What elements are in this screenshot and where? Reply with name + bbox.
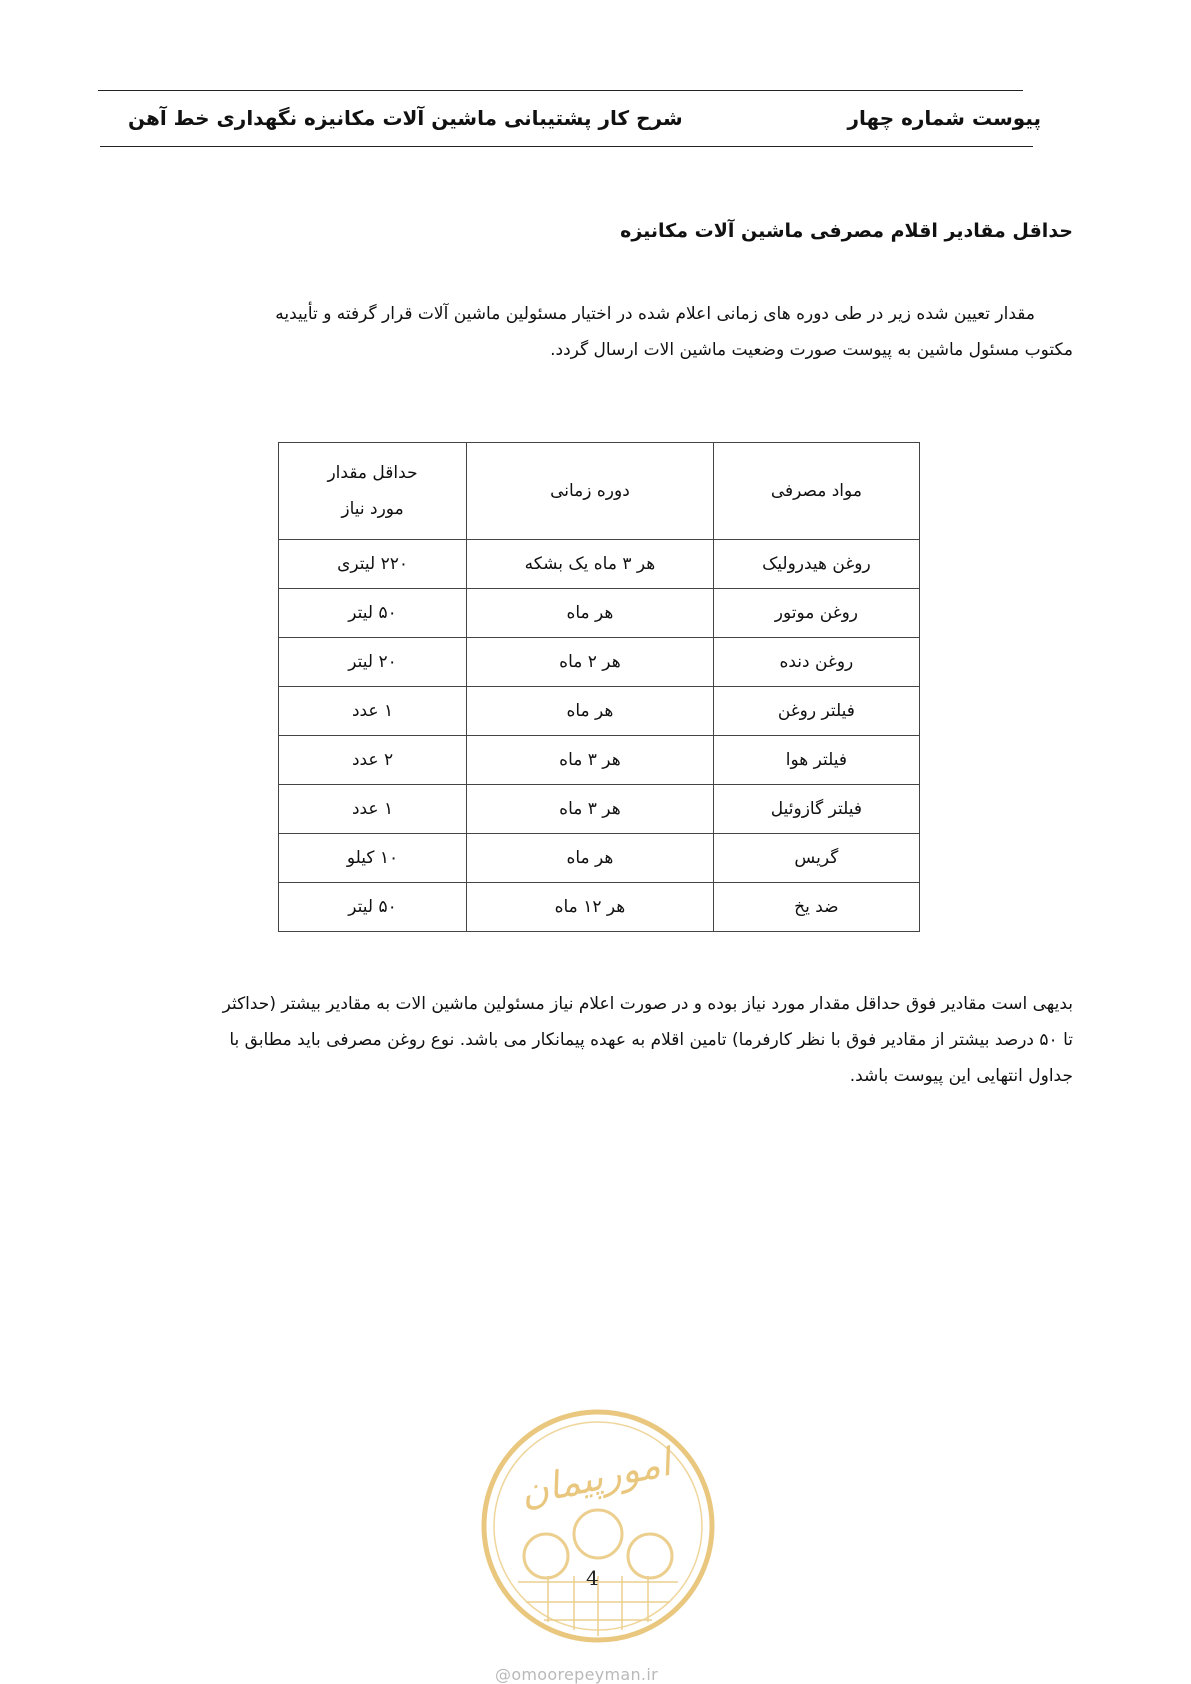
note-line-1: بدیهی است مقادیر فوق حداقل مقدار مورد نیاز بوده و در صورت اعلام نیاز مسئولین ماشین الات به مقادیر بیشتر (حداکثر: [222, 994, 1073, 1014]
quantity-cell: ۲۲۰ لیتری: [279, 540, 467, 589]
table-row: [279, 589, 920, 638]
period-cell: هر ماه: [467, 589, 714, 638]
table-row: [279, 785, 920, 834]
quantity-cell: ۱۰ کیلو: [279, 834, 467, 883]
intro-line-1: مقدار تعیین شده زیر در طی دوره های زمانی اعلام شده در اختیار مسئولین ماشین آلات قرار گرفته و تأییدیه: [275, 304, 1035, 324]
section-heading: حداقل مقادیر اقلام مصرفی ماشین آلات مکانیزه: [620, 220, 1073, 242]
intro-line-2: مکتوب مسئول ماشین به پیوست صورت وضعیت ماشین الات ارسال گردد.: [550, 340, 1073, 360]
watermark-stamp-icon: [478, 1406, 718, 1646]
header-quantity-line-1: حداقل مقدار: [327, 463, 418, 483]
material-cell: ضد یخ: [713, 883, 919, 932]
period-cell: هر ۳ ماه: [467, 736, 714, 785]
table-row: [279, 638, 920, 687]
website-watermark: [495, 1665, 658, 1684]
website-text: omoorepeyman.ir: [511, 1665, 658, 1684]
header-quantity-line-2: مورد نیاز: [341, 499, 404, 519]
note-paragraph: [118, 986, 1073, 1094]
period-cell: هر ماه: [467, 687, 714, 736]
stamp-lettering: امورپیمان: [516, 1439, 675, 1515]
table-row: [279, 883, 920, 932]
note-line-2: تا ۵۰ درصد بیشتر از مقادیر فوق با نظر کارفرما) تامین اقلام به عهده پیمانکار می باشد. نوع روغن مصرفی باید مطابق با: [229, 1030, 1073, 1050]
material-cell: روغن موتور: [713, 589, 919, 638]
period-cell: هر ۳ ماه: [467, 785, 714, 834]
annex-title: پیوست شماره چهار: [847, 106, 1041, 130]
quantity-cell: ۱ عدد: [279, 785, 467, 834]
material-cell: روغن هیدرولیک: [713, 540, 919, 589]
note-line-3: جداول انتهایی این پیوست باشد.: [849, 1066, 1073, 1086]
intro-paragraph: [173, 296, 1073, 368]
quantity-cell: ۲ عدد: [279, 736, 467, 785]
table-row: [279, 736, 920, 785]
table-header-row: [279, 443, 920, 540]
page-number: 4: [586, 1566, 599, 1590]
watermark-logo-icon: @: [495, 1665, 512, 1684]
quantity-cell: ۲۰ لیتر: [279, 638, 467, 687]
quantity-cell: ۱ عدد: [279, 687, 467, 736]
material-cell: فیلتر هوا: [713, 736, 919, 785]
header-quantity: [279, 443, 467, 540]
material-cell: روغن دنده: [713, 638, 919, 687]
material-cell: فیلتر گازوئیل: [713, 785, 919, 834]
material-cell: گریس: [713, 834, 919, 883]
period-cell: هر ۳ ماه یک بشکه: [467, 540, 714, 589]
table-row: [279, 540, 920, 589]
header-period: دوره زمانی: [467, 443, 714, 540]
header-bottom-rule: [100, 146, 1033, 147]
header-top-rule: [98, 90, 1023, 91]
quantity-cell: ۵۰ لیتر: [279, 589, 467, 638]
quantity-cell: ۵۰ لیتر: [279, 883, 467, 932]
period-cell: هر ۲ ماه: [467, 638, 714, 687]
document-title: شرح کار پشتیبانی ماشین آلات مکانیزه نگهداری خط آهن: [128, 106, 683, 130]
header-material: مواد مصرفی: [713, 443, 919, 540]
period-cell: هر ۱۲ ماه: [467, 883, 714, 932]
table-row: [279, 834, 920, 883]
table-row: [279, 687, 920, 736]
material-cell: فیلتر روغن: [713, 687, 919, 736]
consumables-table: [278, 442, 920, 932]
period-cell: هر ماه: [467, 834, 714, 883]
